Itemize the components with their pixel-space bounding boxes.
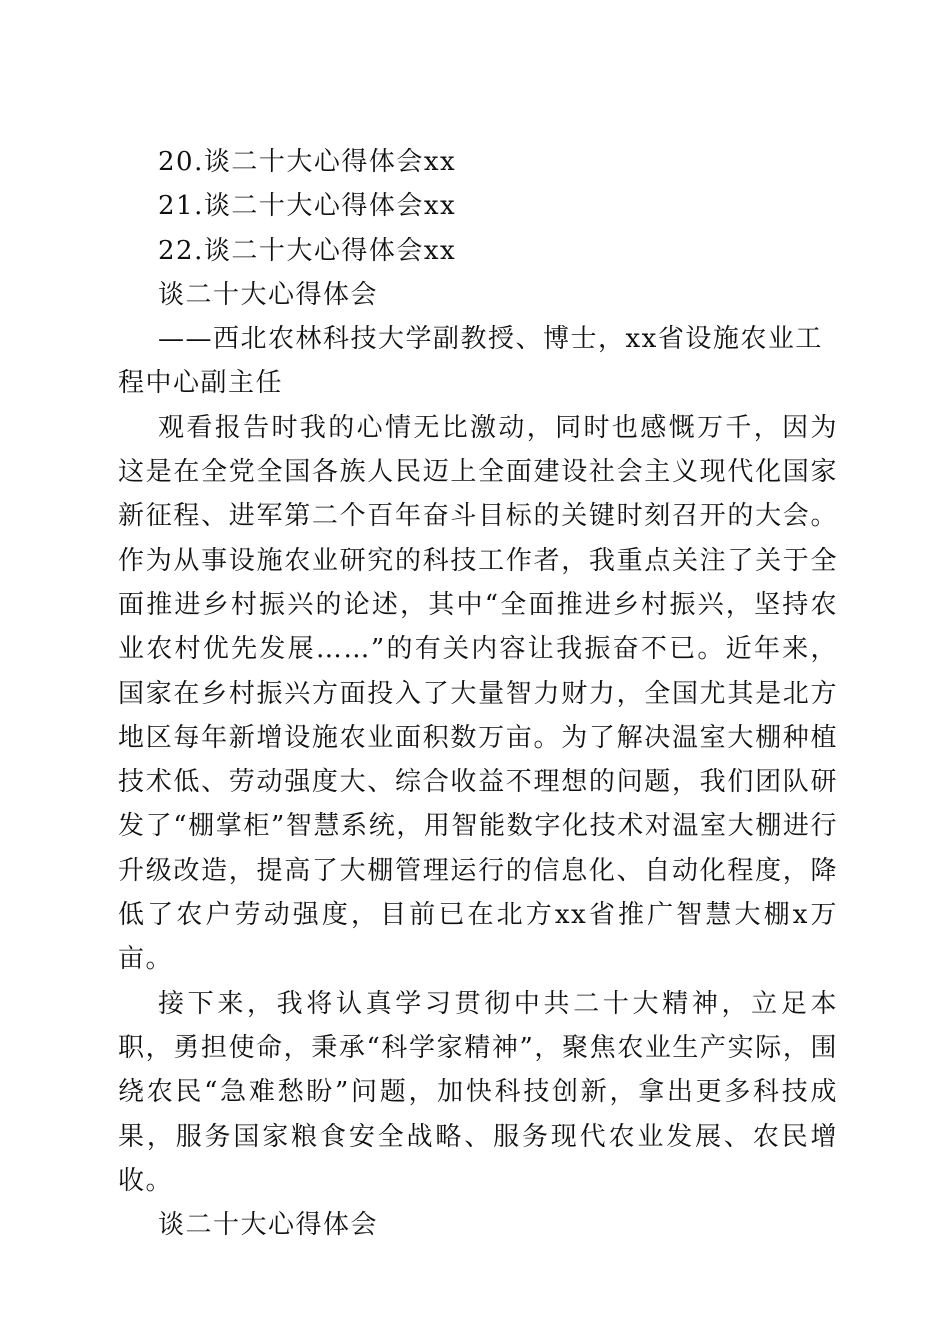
list-item: 22.谈二十大心得体会xx xyxy=(158,235,457,266)
list-item: 21.谈二十大心得体会xx xyxy=(158,191,457,222)
section-title: 谈二十大心得体会 xyxy=(158,279,379,310)
document-body xyxy=(118,140,838,1247)
list-item: 20.谈二十大心得体会xx xyxy=(158,147,457,177)
body-paragraph: 观看报告时我的心情无比激动，同时也感慨万千，因为这是在全党全国各族人民迈上全面建设社会主义现代化国家新征程、进军第二个百年奋斗目标的关键时刻召开的大会。作为从事设施农业研究的科技工作者，我重点关注了关于全面推进乡村振兴的论述，其中“全面推进乡村振兴，坚持农业农村优先发展……”的有关内容让我振奋不已。近年来，国家在乡村振兴方面投入了大量智力财力，全国尤其是北方地区每年新增设施农业面积数万亩。为了解决温室大棚种植技术低、劳动强度大、综合收益不理想的问题，我们团队研发了“棚掌柜”智慧系统，用智能数字化技术对温室大棚进行升级改造，提高了大棚管理运行的信息化、自动化程度，降低了农户劳动强度，目前已在北方xx省推广智慧大棚x万亩。 xyxy=(118,412,838,975)
body-paragraph: 接下来，我将认真学习贯彻中共二十大精神，立足本职，勇担使命，秉承“科学家精神”，聚焦农业生产实际，围绕农民“急难愁盼”问题，加快科技创新，拿出更多科技成果，服务国家粮食安全战略、服务现代农业发展、农民增收。 xyxy=(118,988,838,1196)
author-byline: ——西北农林科技大学副教授、博士，xx省设施农业工程中心副主任 xyxy=(118,324,823,399)
next-section-title: 谈二十大心得体会 xyxy=(158,1210,379,1241)
